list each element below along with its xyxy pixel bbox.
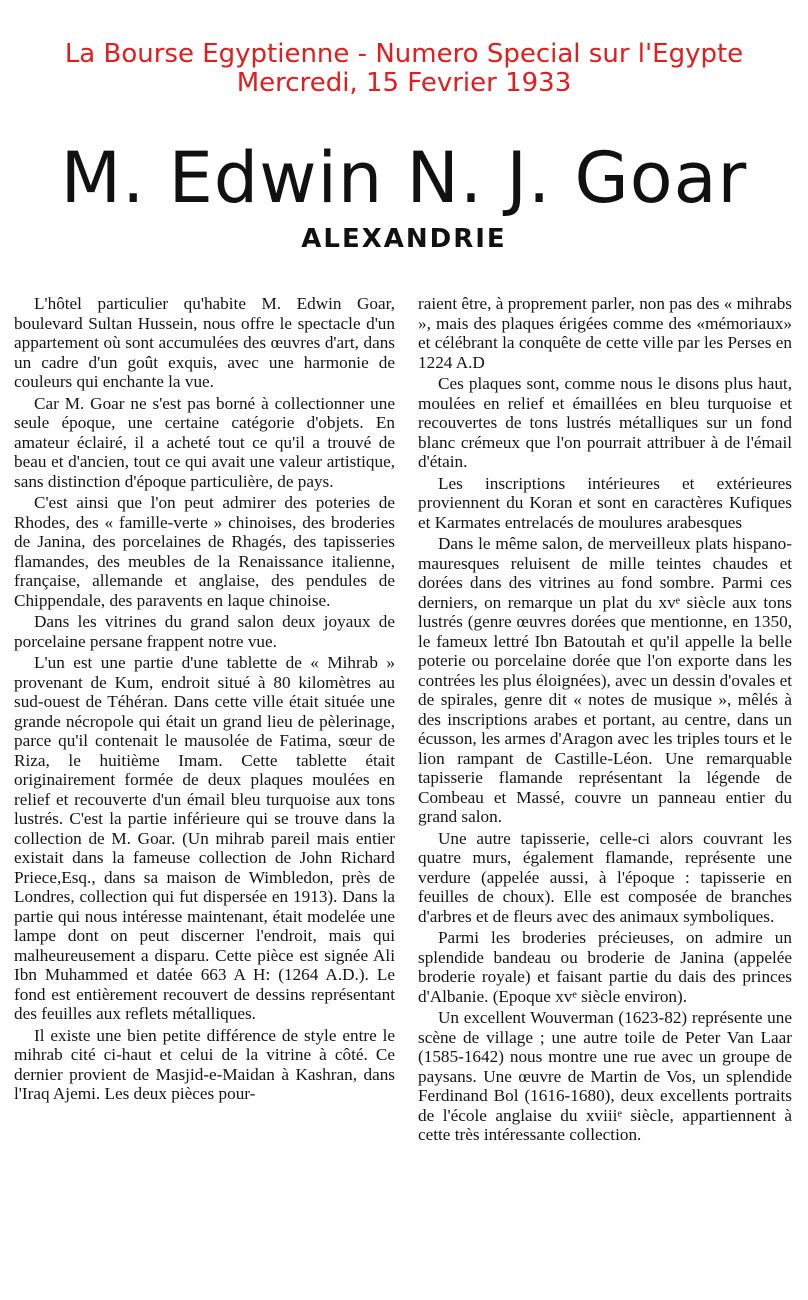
paragraph: Ces plaques sont, comme nous le disons plus haut, moulées en relief et émaillées en bleu turquoise et recouvertes de tons lustrés métalliques sur un fond blanc crémeux que l'on pourrait attribuer à de l'émail d'étain. xyxy=(418,374,792,471)
publication-date: Mercredi, 15 Fevrier 1933 xyxy=(236,68,572,98)
publication-title: La Bourse Egyptienne - Numero Special sur l'Egypte xyxy=(64,39,744,69)
paragraph: raient être, à proprement parler, non pas des « mihrabs », mais des plaques érigées comme des «mémoriaux» et célébrant la conquête de cette ville par les Perses en 1224 A.D xyxy=(418,294,792,372)
paragraph: Une autre tapisserie, celle-ci alors couvrant les quatre murs, également flamande, représente une verdure (appelée aussi, à l'époque : tapisserie en feuilles de choux). Elle est composée de branches d'arbres et de fleurs avec des animaux symboliques. xyxy=(418,828,792,926)
paragraph: C'est ainsi que l'on peut admirer des poteries de Rhodes, des « famille-verte » chinoises, des broderies de Janina, des porcelaines de Rhagés, des tapisseries flamandes, des meubles de la Renaissance italienne, française, allemande et anglaise, des pendules de Chippendale, des paravents en laque chinoise. xyxy=(14,493,395,610)
paragraph: Les inscriptions intérieures et extérieures proviennent du Koran et sont en caractères Kufiques et Karmates entrelacés de moulures arabesques xyxy=(418,473,792,532)
paragraph: Car M. Goar ne s'est pas borné à collectionner une seule époque, une certaine catégorie d'objets. En amateur éclairé, il a acheté tout ce qu'il a trouvé de beau et d'ancien, tout ce qui avait une valeur artistique, sans distinction d'époque particulière, de pays. xyxy=(14,393,395,491)
paragraph: L'hôtel particulier qu'habite M. Edwin Goar, boulevard Sultan Hussein, nous offre le spectacle d'un appartement où sont accumulées des œuvres d'art, dans un cadre d'un goût exquis, avec une harmonie de couleurs qui enchante la vue. xyxy=(14,294,395,391)
paragraph: Dans les vitrines du grand salon deux joyaux de porcelaine persane frappent notre vue. xyxy=(14,612,395,651)
article-title: M. Edwin N. J. Goar xyxy=(60,137,748,219)
right-column xyxy=(418,294,792,1147)
paragraph: Un excellent Wouverman (1623-82) représente une scène de village ; une autre toile de Peter Van Laar (1585-1642) nous montre une rue avec un groupe de paysans. Une œuvre de Martin de Vos, un splendide Ferdinand Bol (1616-1680), deux excellents portraits de l'école anglaise du xviiiᵉ siècle, appartiennent à cette très intéressante collection. xyxy=(418,1008,792,1144)
publication-header xyxy=(0,40,808,98)
paragraph: L'un est une partie d'une tablette de « Mihrab » provenant de Kum, endroit situé à 80 kilomètres au sud-ouest de Téhéran. Dans cette ville était située une grande nécropole qui était un grand lieu de pèlerinage, parce qu'il contenait le mausolée de Fatima, sœur de Riza, le huitième Imam. Cette tablette était originairement formée de deux plaques moulées en relief et recouverte d'un émail bleu turquoise aux tons lustrés. C'est la partie inférieure qui se trouve dans la collection de M. Goar. (Un mihrab pareil mais entier existait dans la fameuse collection de John Richard Priece,Esq., dans sa maison de Wimbledon, près de Londres, collection qui fut dispersée en 1913). Dans la partie qui nous intéresse maintenant, était modelée une lampe dont on peut discerner l'endroit, mais qui malheureusement a disparu. Cette pièce est signée Ali Ibn Muhammed et datée 663 A H: (1264 A.D.). Le fond est entièrement recouvert de dessins représentant des feuilles aux reflets métalliques. xyxy=(14,653,395,1023)
left-column xyxy=(14,294,395,1106)
paragraph: Dans le même salon, de merveilleux plats hispano-mauresques reluisent de mille teintes chaudes et dorées dans des vitrines au fond sombre. Parmi ces derniers, on remarque un plat du xvᵉ siècle aux tons lustrés (genre œuvres dorées que mentionne, en 1350, le fameux lettré Ibn Batoutah et qu'il appelle la belle poterie ou porcelaine dorée que l'on exporte dans les contrées les plus éloignées), avec un dessin d'ovales et de spirales, genre dit « notes de musique », mêlés à des inscriptions arabes et portant, au centre, dans un écusson, les armes d'Aragon avec les triples tours et le lion rampant de Castille-Léon. Une remarquable tapisserie flamande représentant la légende de Combeau et Massé, couvre un panneau entier du grand salon. xyxy=(418,534,792,826)
paragraph: Parmi les broderies précieuses, on admire un splendide bandeau ou broderie de Janina (appelée broderie royale) et faisant partie du dais des princes d'Albanie. (Epoque xvᵉ siècle environ). xyxy=(418,928,792,1006)
article-subtitle: ALEXANDRIE xyxy=(301,224,507,254)
paragraph: Il existe une bien petite différence de style entre le mihrab cité ci-haut et celui de la vitrine à côté. Ce dernier provient de Masjid-e-Maidan à Kashran, dans l'Iraq Ajemi. Les deux pièces pour- xyxy=(14,1025,395,1103)
